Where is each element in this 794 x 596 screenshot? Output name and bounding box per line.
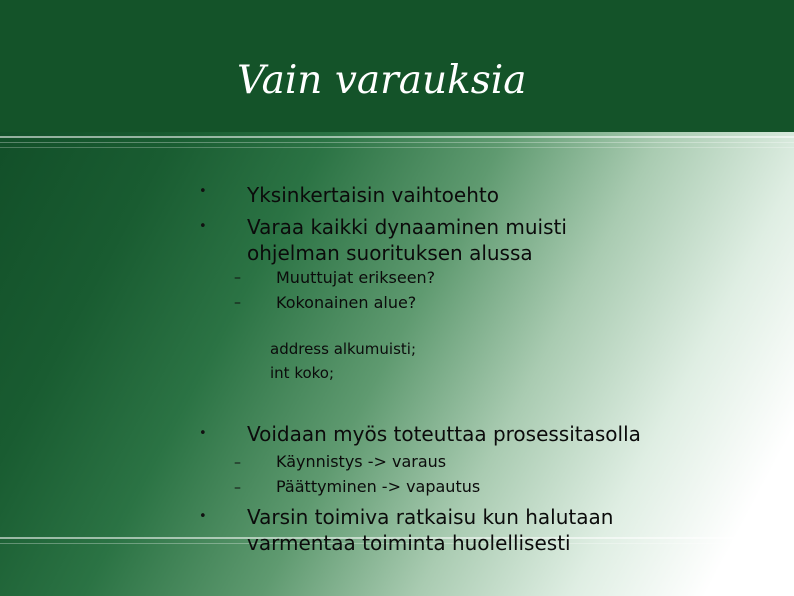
- bullet-text: Voidaan myös toteuttaa prosessitasolla: [247, 422, 641, 446]
- code-line: address alkumuisti;: [270, 340, 416, 358]
- bullet-marker: •: [199, 426, 207, 441]
- sub-bullet-marker: –: [234, 480, 241, 496]
- bullet-text: Varsin toimiva ratkaisu kun halutaan: [247, 505, 614, 529]
- bullet-text-continued: ohjelman suorituksen alussa: [247, 241, 533, 265]
- bullet-marker: •: [199, 509, 207, 524]
- sub-bullet-marker: –: [234, 270, 241, 286]
- bullet-text: Yksinkertaisin vaihtoehto: [247, 183, 499, 207]
- sub-bullet-text: Päättyminen -> vapautus: [276, 477, 481, 496]
- bullet-text: Varaa kaikki dynaaminen muisti: [247, 215, 567, 239]
- sub-bullet-text: Käynnistys -> varaus: [276, 452, 447, 471]
- sub-bullet-marker: –: [234, 295, 241, 311]
- divider-top: [0, 136, 794, 138]
- slide-title: Vain varauksia: [237, 58, 527, 103]
- sub-bullet-text: Muuttujat erikseen?: [276, 268, 436, 287]
- sub-bullet-marker: –: [234, 455, 241, 471]
- sub-bullet-text: Kokonainen alue?: [276, 293, 417, 312]
- code-line: int koko;: [270, 364, 335, 382]
- bullet-text-continued: varmentaa toiminta huolellisesti: [247, 531, 571, 555]
- bullet-marker: •: [199, 219, 207, 234]
- divider-top-2: [0, 142, 794, 143]
- divider-top-3: [0, 147, 794, 148]
- bullet-marker: •: [199, 184, 207, 199]
